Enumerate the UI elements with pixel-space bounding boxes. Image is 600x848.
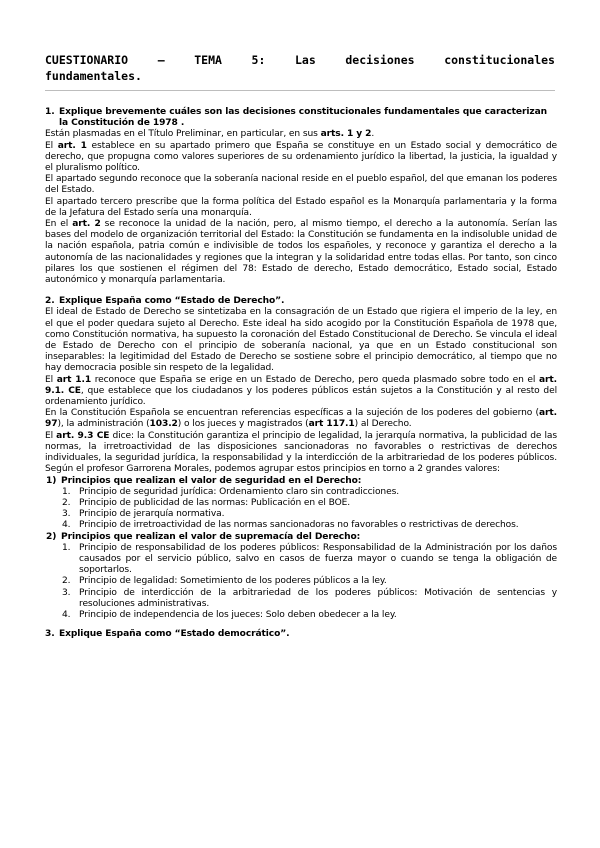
title-word: TEMA [194,53,222,67]
paragraph: El art. 1 establece en su apartado primero que España se constituye en un Estado social y democrático de derecho, que propugna como valores superiores de su ordenamiento jurídico la libertad, la justicia, la igualdad y el pluralismo político. [45,140,557,174]
title-line-2: fundamentales. [45,69,142,83]
title-word: CUESTIONARIO [45,53,129,67]
question-number: 3. [45,629,55,640]
title-word: decisiones [345,53,415,67]
paragraph: Están plasmadas en el Título Preliminar, en particular, en sus arts. 1 y 2. [45,129,375,140]
principle-list-1 [45,487,557,532]
list-item: 1. Principio de seguridad jurídica: Ordenamiento claro sin contradicciones. [62,486,400,497]
question-2-heading [45,296,557,307]
list-item: 3. Principio de interdicción de la arbitrariedad de los poderes públicos: Motivación de sentencias y resoluciones administrativas. [62,587,557,609]
paragraph: El apartado tercero prescribe que la forma política del Estado español es la Monarquía parlamentaria y la forma de la Jefatura del Estado sería una monarquía. [45,196,557,218]
principle-group-1-heading: 1) Principios que realizan el valor de seguridad en el Derecho: [46,475,362,486]
list-item: 2. Principio de legalidad: Sometimiento de los poderes públicos a la ley. [62,576,387,587]
question-1-heading [45,107,557,129]
title-divider [45,90,555,91]
title-word: – [157,53,165,67]
list-item: 2. Principio de publicidad de las normas: Publicación en el BOE. [62,497,351,508]
paragraph: El art 1.1 reconoce que España se erige en un Estado de Derecho, pero queda plasmado sobre todo en el art. 9.1. CE, que establece que los ciudadanos y los poderes públicos están sujetos a la Constitución y al resto del ordenamiento jurídico. [45,374,558,408]
principle-list-2 [45,543,557,621]
question-title: Explique España como “Estado democrático”. [59,629,290,640]
principle-group-2-heading: 2) Principios que realizan el valor de supremacía del Derecho: [46,531,361,542]
list-item: 4. Principio de irretroactividad de las normas sancionadoras no favorables o restrictivas de derechos. [62,520,519,531]
title-word: 5: [251,53,266,67]
paragraph: El ideal de Estado de Derecho se sintetizaba en la consagración de un Estado que rigiera el imperio de la ley, en el que el poder quedara sujeto al Derecho. Este ideal ha sido acogido por la Constitución Española de 1978 que, como Constitución normativa, ha supuesto la coronación del Estado Constitucional de Derecho. Se vincula el ideal de Estado de Derecho con el principio de soberanía nacional, ya que en un Estado constitucional son inseparables: la legitimidad del Estado de Derecho se sostiene sobre el principio democrático, al tiempo que no hay democracia posible sin respeto de la legalidad. [45,307,557,374]
question-title: Explique España como “Estado de Derecho”. [59,296,285,307]
document-title [45,52,555,84]
question-number: 2. [45,296,55,307]
list-item: 3. Principio de jerarquía normativa. [62,509,225,520]
title-line-1 [45,52,555,68]
question-title: Explique brevemente cuáles son las decisiones constitucionales fundamentales que caracterizan la Constitución de 1978 . [59,107,548,129]
question-number: 1. [45,107,55,117]
question-3-heading [45,629,557,640]
document-body [45,107,557,640]
title-word: Las [294,53,316,67]
paragraph: En el art. 2 se reconoce la unidad de la nación, pero, al mismo tiempo, el derecho a la autonomía. Serían las bases del modelo de organización territorial del Estado: la Constitución se fundamenta en la indisoluble unidad de la nación española, patria común e indivisible de todos los españoles, y reconoce y garantiza el derecho a la autonomía de las nacionalidades y regiones que la integran y la solidaridad entre todas ellas. Por tanto, son cinco pilares los que sostienen el régimen del 78: Estado de derecho, Estado democrático, Estado social, Estado autonómico y monarquía parlamentaria. [45,219,557,286]
paragraph: El art. 9.3 CE dice: la Constitución garantiza el principio de legalidad, la jerarquía normativa, la publicidad de las normas, la irretroactividad de las disposiciones sancionadoras no favorables o restrictivas de derechos individuales, la seguridad jurídica, la responsabilidad y la interdicción de la arbitrariedad de los poderes públicos. Según el profesor Garrorena Morales, podemos agrupar estos principios en torno a 2 grandes valores: [45,430,557,475]
list-item: 4. Principio de independencia de los jueces: Solo deben obedecer a la ley. [62,609,397,620]
paragraph: El apartado segundo reconoce que la soberanía nacional reside en el pueblo español, del que emanan los poderes del Estado. [45,174,557,196]
title-word: constitucionales [444,53,555,67]
list-item: 1. Principio de responsabilidad de los poderes públicos: Responsabilidad de la Administración por los daños causados por el servicio público, salvo en casos de fuerza mayor o cuando se tenga la obligación de soportarlos. [62,542,557,576]
paragraph: En la Constitución Española se encuentran referencias específicas a la sujeción de los poderes del gobierno (art. 97), la administración (103.2) o los jueces y magistrados (art 117.1) al Derecho. [45,408,557,430]
